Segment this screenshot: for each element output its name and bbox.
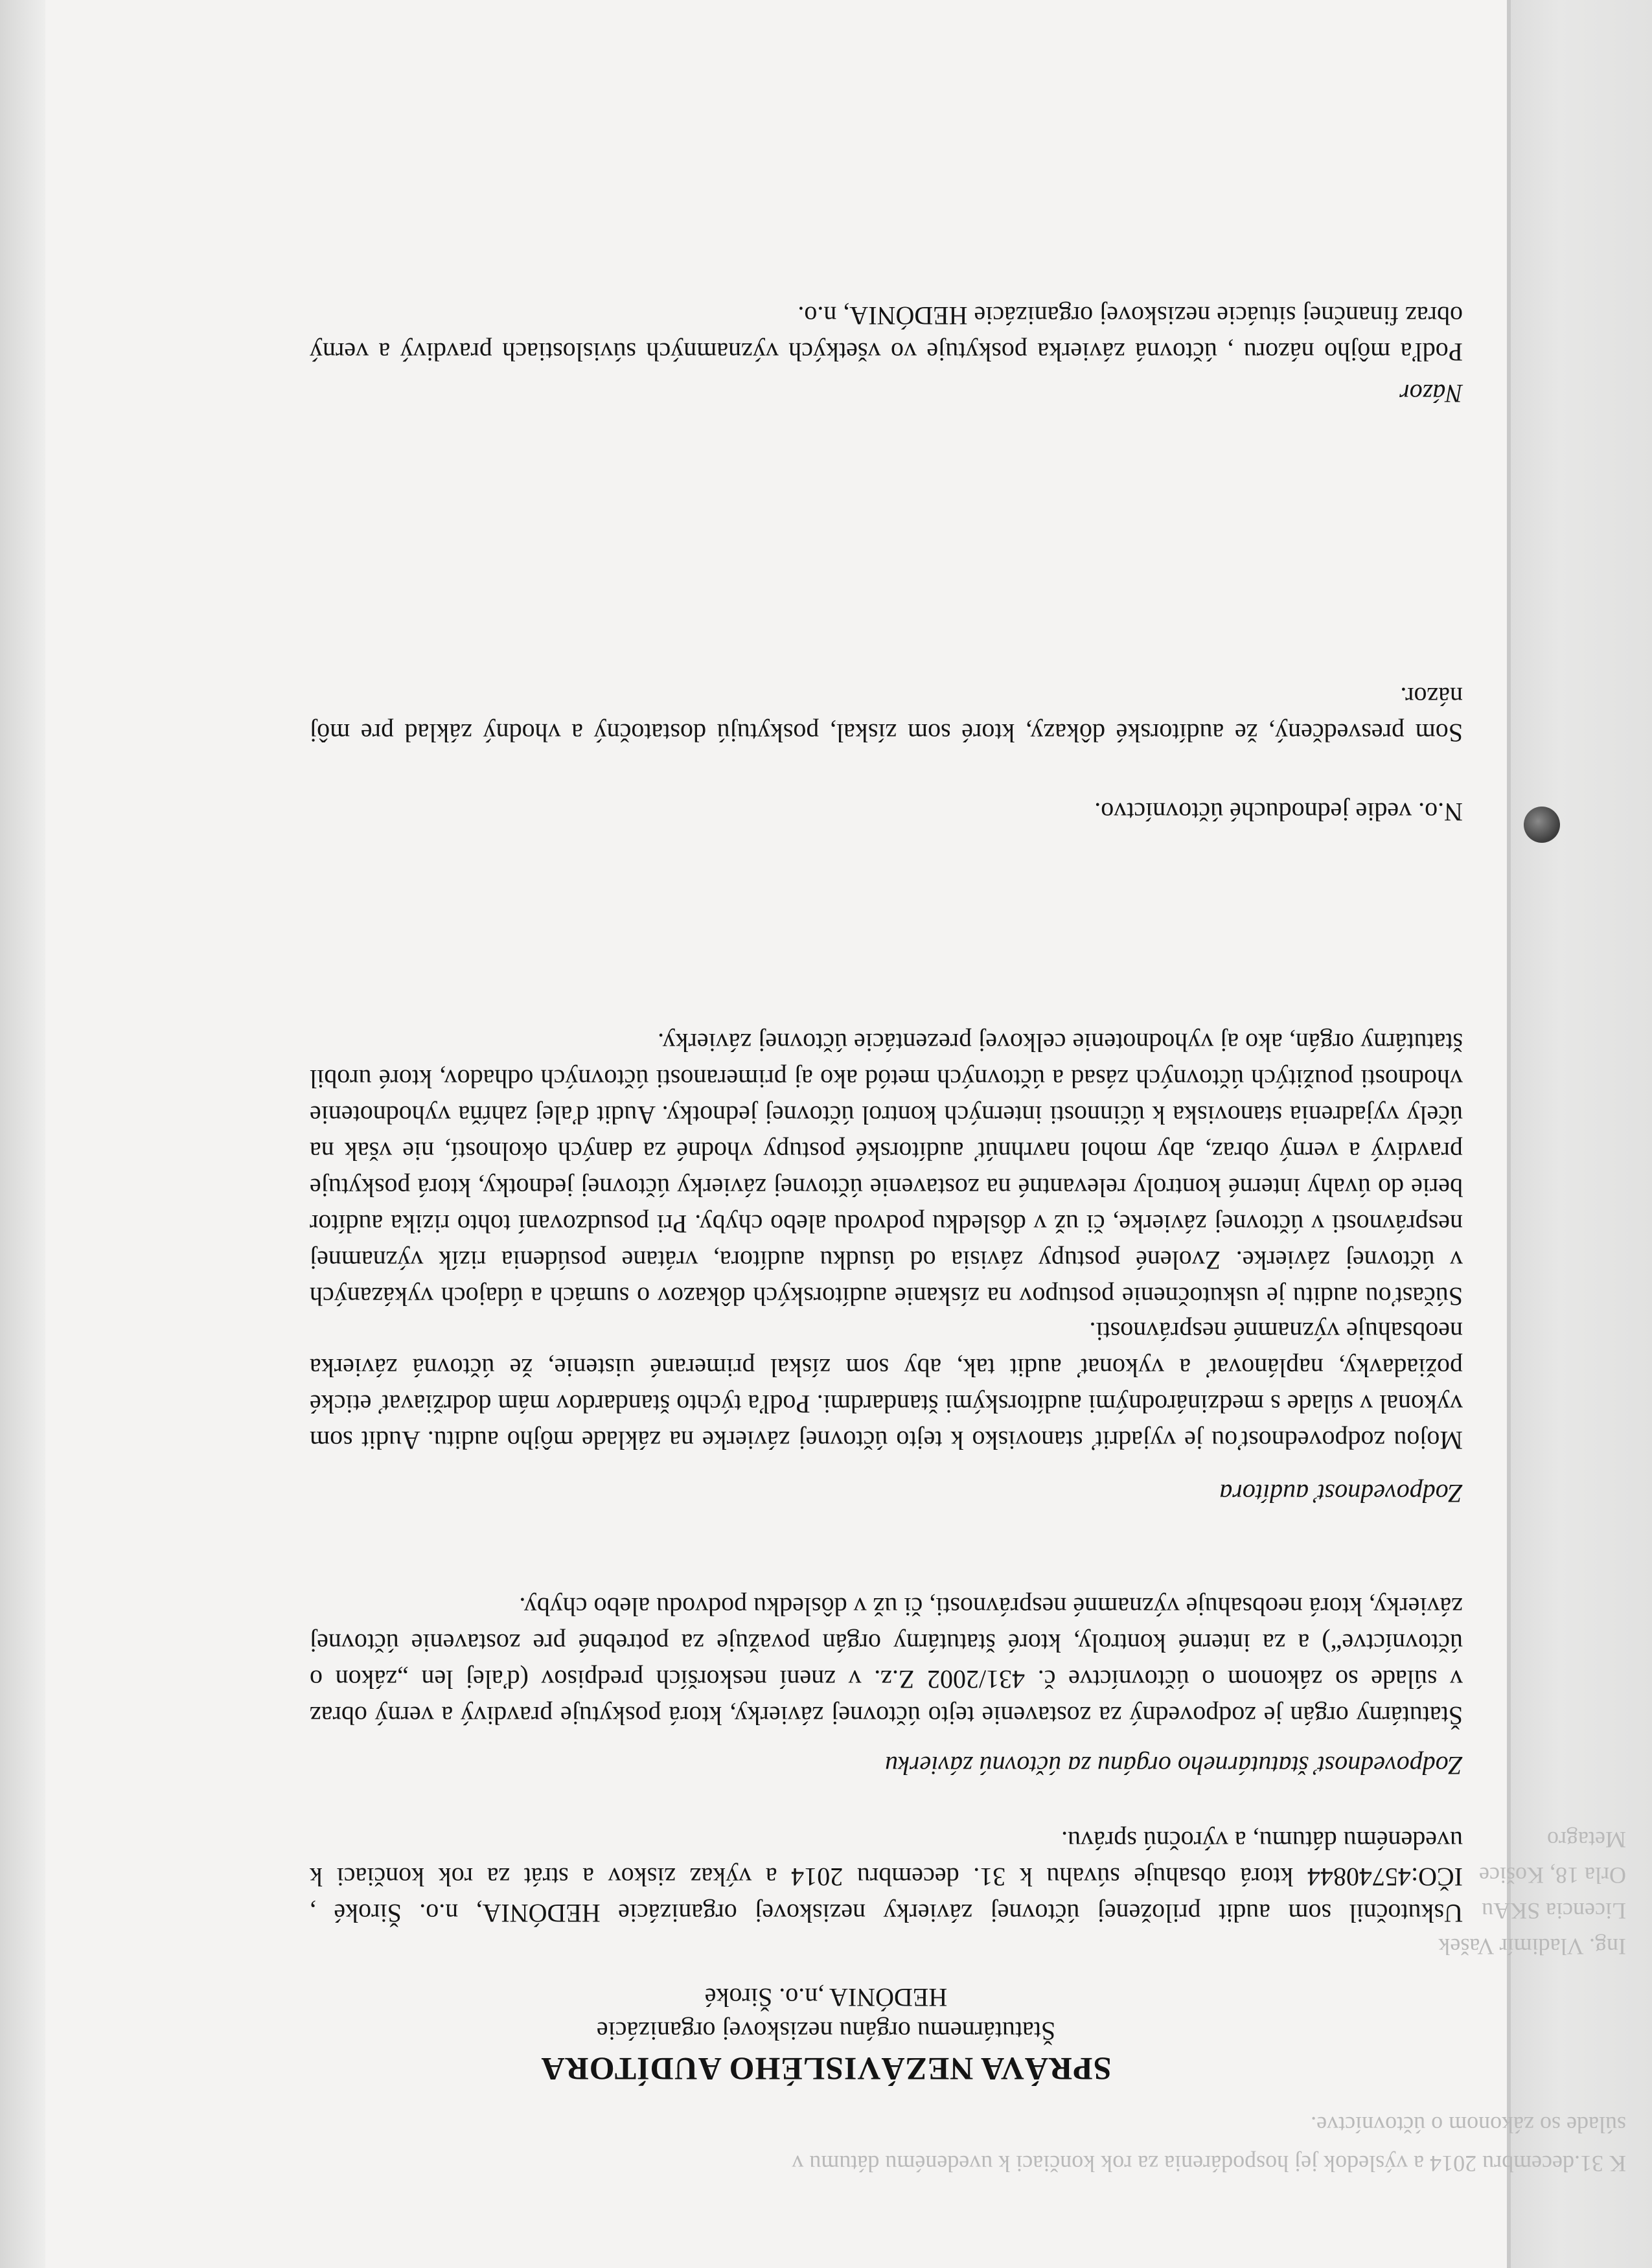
intro-paragraph xyxy=(310,1822,1463,1931)
opinion-text: Podľa môjho názoru , účtovná závierka poskytuje vo všetkých významných súvislostiach pravdivý a verný obraz finančnej situácie neziskovej organizácie HEDÓNIA, n.o. xyxy=(310,301,1463,367)
section2-paragraph xyxy=(310,1313,1463,1458)
show-through-line: Licencia SKAu xyxy=(1482,1898,1626,1924)
section2-text-1: Mojou zodpovednosťou je vyjadriť stanovisko k tejto účtovnej závierke na základe môjho auditu. Audit som vykonal v súlade s medzinárodnými audítorskými štandardmi. Podľa týchto štandardov mám dodržiavať etické požiadavky, naplánovať a vykonať audit tak, aby som získal primerané uistenie, že účtovná závierka neobsahuje významné nesprávnosti. xyxy=(310,1317,1463,1455)
addressee-line: Štatutárnemu orgánu neziskovej organizácie xyxy=(596,2017,1056,2046)
intro-text: Uskutočnil som audit priloženej účtovnej závierky neziskovej organizácie HEDÓNIA, n.o. Široké , IČO:45740844 ktorá obsahuje súvahu k 31. decembru 2014 a výkaz ziskov a strát za rok končiaci k uvedenému dátumu, a výročnú správu. xyxy=(310,1826,1463,1928)
section1-text: Štatutárny orgán je zodpovedný za zostavenie tejto účtovnej závierky, ktorá poskytuje pravdivý a verný obraz v súlade so zákonom o účtovníctve č. 431/2002 Z.z. v znení neskorších predpisov (ďalej len „zákon o účtovníctve“) a za interné kontroly, ktoré štatutárny orgán považuje za potrebné pre zostavenie účtovnej závierky, ktorá neobsahuje významné nesprávnosti, či už v dôsledku podvodu alebo chyby. xyxy=(310,1592,1463,1730)
show-through-line: K 31.decembru 2014 a výsledok jej hospodárenia za rok končiaci k uvedenému dátumu v xyxy=(792,2151,1626,2177)
show-through-line: súlade so zákonom o účtovníctve. xyxy=(1311,2112,1626,2138)
section2-paragraph xyxy=(310,794,1463,830)
show-through-line: Ing. Vladimír Vašek xyxy=(1438,1934,1626,1960)
section2-paragraph xyxy=(310,678,1463,751)
show-through-line: Metagro xyxy=(1547,1827,1626,1853)
addressee-line: HEDÓNIA ,n.o. Široké xyxy=(704,1983,948,2012)
opinion-paragraph xyxy=(310,297,1463,370)
section2-text-4: Som presvedčený, že audítorské dôkazy, ktoré som získal, poskytujú dostatočný a vhodný základ pre môj názor. xyxy=(310,682,1463,748)
section-heading: Názor xyxy=(1399,379,1463,408)
section2-text-3: N.o. vedie jednoduché účtovníctvo. xyxy=(1094,797,1463,827)
section-heading: Zodpovednosť štatutárneho orgánu za účtovnú závierku xyxy=(885,1751,1463,1780)
section2-text-2: Súčasťou auditu je uskutočnenie postupov na získanie audítorských dôkazov o sumách a údajoch vykázaných v účtovnej závierke. Zvolené postupy závisia od úsudku audítora, vrátane posúdenia rizík významnej nesprávnosti v účtovnej závierke, či už v dôsledku podvodu alebo chyby. Pri posudzovaní tohto rizika audítor berie do úvahy interné kontroly relevantné na zostavenie účtovnej závierky účtovnej jednotky, ktorá poskytuje pravdivý a verný obraz, aby mohol navrhnúť audítorské postupy vhodné za daných okolností, nie však na účely vyjadrenia stanoviska k účinnosti interných kontrol účtovnej jednotky. Audit ďalej zahŕňa vyhodnotenie vhodnosti použitých účtovných zásad a účtovných metód ako aj primeranosti účtovných odhadov, ktoré urobil štatutárny orgán, ako aj vyhodnotenie celkovej prezentácie účtovnej závierky. xyxy=(310,1028,1463,1311)
section2-paragraph xyxy=(310,1024,1463,1314)
show-through-line: Orla 18, Košice xyxy=(1479,1862,1626,1888)
report-title: SPRÁVA NEZÁVISLÉHO AUDÍTORA xyxy=(540,2051,1112,2087)
section1-paragraph xyxy=(310,1588,1463,1734)
section-heading: Zodpovednosť audítora xyxy=(1219,1479,1463,1508)
